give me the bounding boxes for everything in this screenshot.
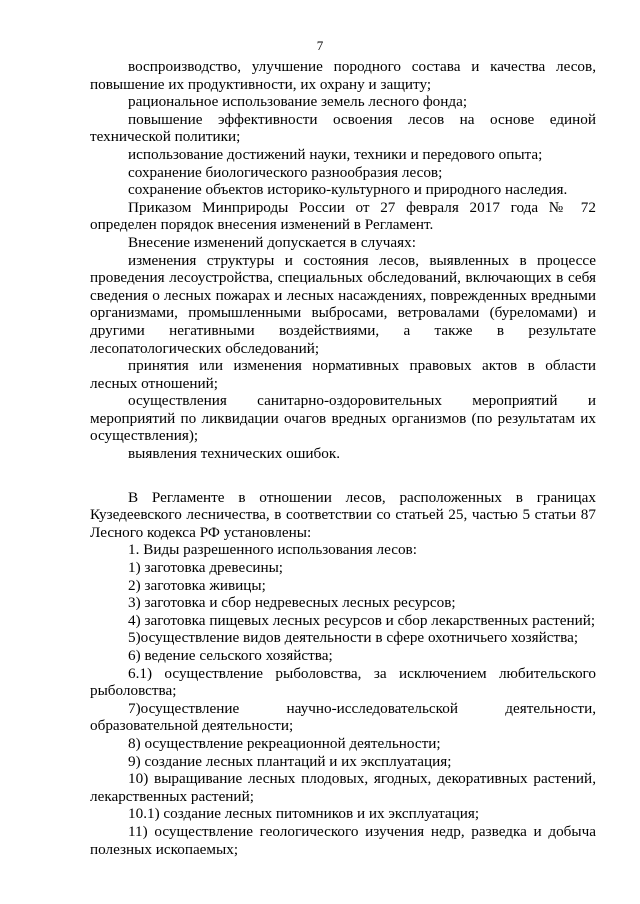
list-heading: 1. Виды разрешенного использования лесов: <box>128 541 417 559</box>
paragraph: рациональное использование земель лесного фонда; <box>128 93 468 111</box>
list-item: 10.1) создание лесных питомников и их эксплуатация; <box>128 805 480 823</box>
paragraph: Приказом Минприроды России от 27 февраля 2017 года № 72 определен порядок внесения изменений в Регламент. <box>90 198 596 234</box>
list-item: 2) заготовка живицы; <box>128 576 266 594</box>
list-item: 9) создание лесных плантаций и их эксплуатация; <box>128 752 452 770</box>
list-item: 11) осуществление геологического изучения недр, разведка и добыча полезных ископаемых; <box>90 822 596 858</box>
list-item: 6) ведение сельского хозяйства; <box>128 647 333 664</box>
paragraph: воспроизводство, улучшение породного состава и качества лесов, повышение их продуктивности, их охрану и защиту; <box>90 58 596 93</box>
list-item: 10) выращивание лесных плодовых, ягодных, декоративных растений, лекарственных растений; <box>90 770 596 805</box>
paragraph: выявления технических ошибок. <box>128 445 341 463</box>
paragraph: принятия или изменения нормативных правовых актов в области лесных отношений; <box>90 357 596 392</box>
list-item: 8) осуществление рекреационной деятельности; <box>128 734 441 752</box>
list-item: 6.1) осуществление рыболовства, за исключением любительского рыболовства; <box>90 664 596 700</box>
page-number: 7 <box>316 38 324 53</box>
paragraph: осуществления санитарно-оздоровительных мероприятий и мероприятий по ликвидации очагов вредных организмов (по результатам их осуществления); <box>90 392 596 445</box>
list-item: 7)осуществление научно-исследовательской деятельности, образовательной деятельности; <box>90 699 596 735</box>
paragraph: повышение эффективности освоения лесов на основе единой технической политики; <box>90 110 596 146</box>
paragraph: использование достижений науки, техники и передового опыта; <box>128 145 543 163</box>
paragraph: сохранение биологического разнообразия лесов; <box>128 163 443 181</box>
paragraph: изменения структуры и состояния лесов, выявленных в процессе проведения лесоустройства, специальных обследований, включающих в себя сведения о лесных пожарах и лесных насаждениях, поврежденных вредными организмами, промышленными выбросами, ветровалами (буреломами) и другими негативными воздействиями, а также в результате лесопатологических обследований; <box>90 251 596 357</box>
body-text <box>90 58 596 858</box>
paragraph: В Регламенте в отношении лесов, расположенных в границах Кузедеевского лесничества, в соответствии со статьей 25, частью 5 статьи 87 Лесного кодекса РФ установлены: <box>90 488 596 541</box>
list-item: 5)осуществление видов деятельности в сфере охотничьего хозяйства; <box>128 629 579 647</box>
list-item: 4) заготовка пищевых лесных ресурсов и сбор лекарственных растений; <box>128 611 596 629</box>
list-item: 1) заготовка древесины; <box>128 559 284 577</box>
paragraph-spacer <box>90 463 596 489</box>
paragraph: Внесение изменений допускается в случаях: <box>128 233 416 251</box>
list-item: 3) заготовка и сбор недревесных лесных ресурсов; <box>128 594 456 612</box>
paragraph: сохранение объектов историко-культурного и природного наследия. <box>128 181 568 199</box>
